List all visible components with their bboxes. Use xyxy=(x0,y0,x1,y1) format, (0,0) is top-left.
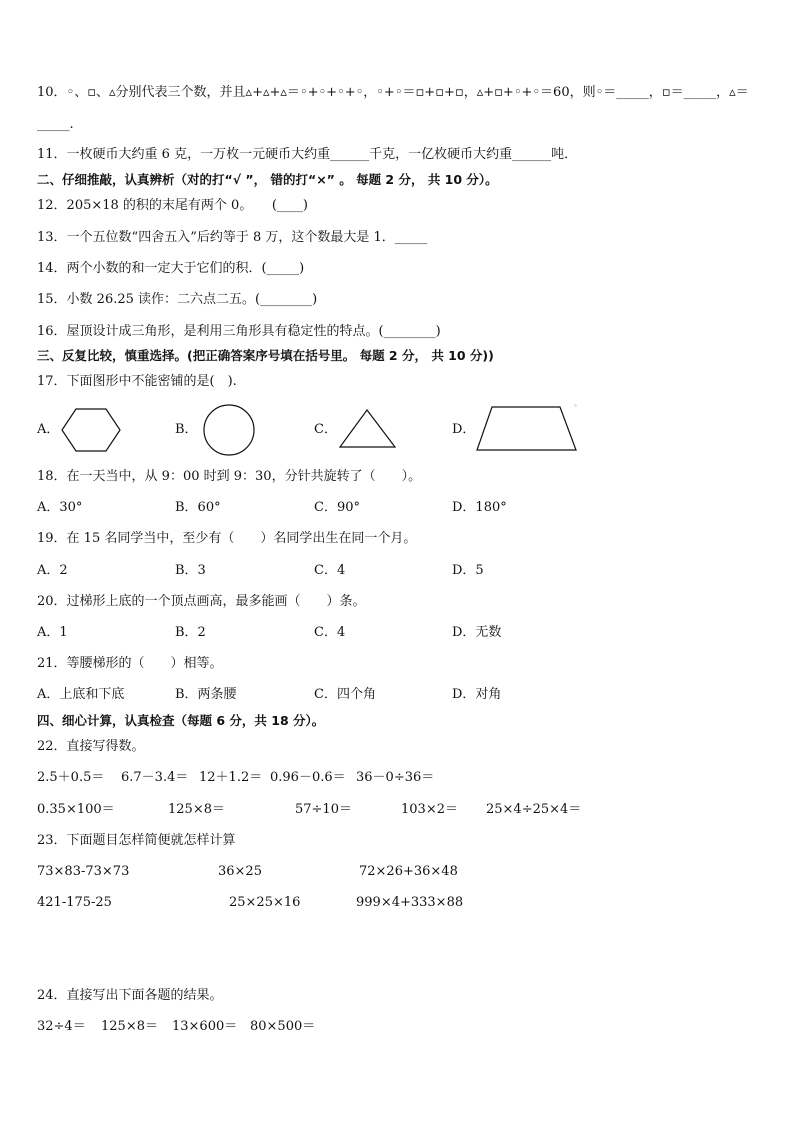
q17-option-c: C． xyxy=(314,422,337,437)
question-18-stem: 18．在一天当中，从 9：00 时到 9：30，分针共旋转了（ ）。 xyxy=(37,469,422,484)
question-10-line1: 10．◦、▫、▵分别代表三个数，并且▵+▵+▵＝◦+◦+◦+◦，◦+◦＝▫+▫+▫，▵+▫+◦+◦＝60，则◦＝_____，▫＝_____，▵＝ xyxy=(37,85,749,100)
svg-text:°: ° xyxy=(574,404,577,411)
q22-item: 0.35×100＝ xyxy=(37,802,115,817)
q19-option-d: D．5 xyxy=(452,563,484,578)
q23-item: 999×4+333×88 xyxy=(356,895,464,910)
q23-item: 73×83-73×73 xyxy=(37,864,130,879)
q22-item: 103×2＝ xyxy=(401,802,458,817)
q20-option-a: A．1 xyxy=(37,625,68,640)
q20-option-c: C．4 xyxy=(314,625,346,640)
question-22-stem: 22．直接写得数。 xyxy=(37,739,145,754)
question-13: 13．一个五位数“四舍五入”后约等于 8 万，这个数最大是 1．_____ xyxy=(37,230,428,245)
trapezoid-icon xyxy=(474,402,582,454)
hexagon-icon xyxy=(60,406,122,454)
q22-item: 57÷10＝ xyxy=(295,802,352,817)
q22-item: 0.96－0.6＝ xyxy=(270,770,346,785)
question-17-stem: 17．下面图形中不能密铺的是( ). xyxy=(37,374,237,389)
q17-option-b: B． xyxy=(175,422,198,437)
q22-item: 25×4÷25×4＝ xyxy=(486,802,582,817)
q24-item: 80×500＝ xyxy=(250,1019,316,1034)
question-16: 16．屋顶设计成三角形，是利用三角形具有稳定性的特点。(________) xyxy=(37,324,441,339)
q19-option-c: C．4 xyxy=(314,563,346,578)
q22-item: 12＋1.2＝ xyxy=(199,770,263,785)
section-3-heading: 三、反复比较，慎重选择。(把正确答案序号填在括号里。 每题 2 分， 共 10 分)) xyxy=(37,348,494,363)
q20-option-b: B．2 xyxy=(175,625,206,640)
q19-option-b: B．3 xyxy=(175,563,206,578)
q24-item: 13×600＝ xyxy=(172,1019,238,1034)
q19-option-a: A．2 xyxy=(37,563,68,578)
q22-item: 125×8＝ xyxy=(168,802,225,817)
q21-option-d: D．对角 xyxy=(452,687,502,702)
q22-item: 2.5＋0.5＝ xyxy=(37,770,105,785)
q18-option-a: A．30° xyxy=(37,500,83,515)
q17-option-d: D． xyxy=(452,422,476,437)
circle-icon xyxy=(201,402,257,458)
q21-option-b: B．两条腰 xyxy=(175,687,237,702)
q22-item: 36－0÷36＝ xyxy=(356,770,435,785)
q22-item: 6.7－3.4＝ xyxy=(121,770,189,785)
question-14: 14．两个小数的和一定大于它们的积．(_____) xyxy=(37,261,305,276)
triangle-icon xyxy=(338,408,398,450)
q24-item: 32÷4＝ xyxy=(37,1019,86,1034)
question-10-line2: _____. xyxy=(37,117,74,132)
question-15: 15．小数 26.25 读作：二六点二五。(________) xyxy=(37,292,318,307)
q20-option-d: D．无数 xyxy=(452,625,502,640)
question-11: 11．一枚硬币大约重 6 克，一万枚一元硬币大约重______千克，一亿枚硬币大约重______吨． xyxy=(37,147,578,162)
q18-option-d: D．180° xyxy=(452,500,507,515)
question-12: 12．205×18 的积的末尾有两个 0。 (____) xyxy=(37,198,308,213)
q23-item: 72×26+36×48 xyxy=(359,864,458,879)
question-23-stem: 23．下面题目怎样简便就怎样计算 xyxy=(37,833,236,848)
question-20-stem: 20．过梯形上底的一个顶点画高，最多能画（ ）条。 xyxy=(37,594,366,609)
section-4-heading: 四、细心计算，认真检查（每题 6 分，共 18 分）。 xyxy=(37,713,325,728)
section-2-heading: 二、仔细推敲，认真辨析（对的打“√ ”， 错的打“×” 。 每题 2 分， 共 10 分）。 xyxy=(37,172,498,187)
q21-option-c: C．四个角 xyxy=(314,687,376,702)
q18-option-b: B．60° xyxy=(175,500,221,515)
question-21-stem: 21．等腰梯形的（ ）相等。 xyxy=(37,656,223,671)
question-19-stem: 19．在 15 名同学当中，至少有（ ）名同学出生在同一个月。 xyxy=(37,531,417,546)
q17-option-a: A． xyxy=(37,422,60,437)
q23-item: 421-175-25 xyxy=(37,895,112,910)
q18-option-c: C．90° xyxy=(314,500,360,515)
q23-item: 25×25×16 xyxy=(229,895,301,910)
q23-item: 36×25 xyxy=(218,864,262,879)
q24-item: 125×8＝ xyxy=(101,1019,158,1034)
question-24-stem: 24．直接写出下面各题的结果。 xyxy=(37,988,223,1003)
q21-option-a: A．上底和下底 xyxy=(37,687,125,702)
